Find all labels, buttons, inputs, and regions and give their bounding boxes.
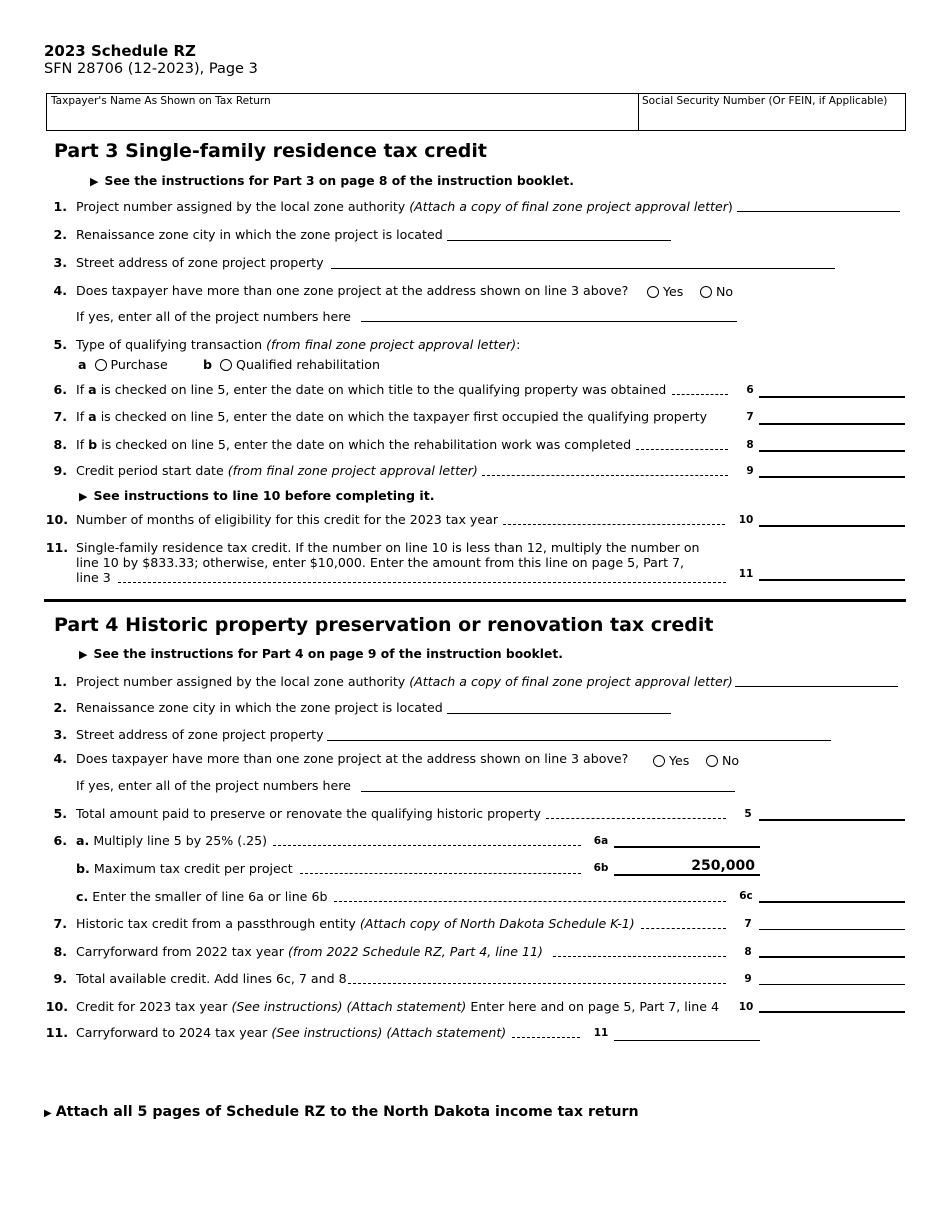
p3-line4-project-numbers-input[interactable] <box>361 321 737 322</box>
p3-line5a-label: Purchase <box>110 357 168 372</box>
p4-line3-input[interactable] <box>327 740 831 741</box>
leader-dots <box>641 928 726 929</box>
footer-note <box>44 1104 639 1120</box>
taxpayer-name-field[interactable] <box>47 94 639 130</box>
p3-line8-number: 8. <box>53 437 67 452</box>
radio-circle-icon <box>647 286 659 298</box>
p4-line5-number: 5. <box>53 806 67 821</box>
radio-circle-icon <box>653 755 665 767</box>
p4-line8-ref: 8 <box>744 946 752 958</box>
p4-line9-input[interactable] <box>759 984 905 985</box>
radio-circle-icon <box>700 286 712 298</box>
p4-line6a-label: a. Multiply line 5 by 25% (.25) <box>76 833 268 848</box>
p3-line4-yes-radio[interactable] <box>647 284 683 299</box>
p3-line3-number: 3. <box>53 255 67 270</box>
radio-circle-icon <box>95 359 107 371</box>
arrow-right-icon: ▶ <box>44 1108 52 1119</box>
p4-line2-label: Renaissance zone city in which the zone project is located <box>76 700 443 715</box>
p4-line4-label: Does taxpayer have more than one zone project at the address shown on line 3 above? <box>76 751 629 766</box>
leader-dots <box>672 394 728 395</box>
p3-line2-number: 2. <box>53 227 67 242</box>
p3-line5a-radio[interactable] <box>78 357 168 372</box>
p4-line5-label: Total amount paid to preserve or renovate the qualifying historic property <box>76 806 541 821</box>
p4-line6-number: 6. <box>53 833 67 848</box>
p3-line10-note <box>79 488 435 503</box>
p3-line11-label-1: Single-family residence tax credit. If the number on line 10 is less than 12, multiply the number on <box>76 540 700 555</box>
taxpayer-info-box <box>46 93 906 131</box>
p4-line10-number: 10. <box>45 999 68 1014</box>
p3-line7-number: 7. <box>53 409 67 424</box>
p3-line11-number: 11. <box>45 540 68 555</box>
ssn-field[interactable] <box>639 94 905 130</box>
p4-line8-label: Carryforward from 2022 tax year (from 2022 Schedule RZ, Part 4, line 11) <box>76 944 543 959</box>
p3-line10-input[interactable] <box>759 525 905 527</box>
p4-line11-input[interactable] <box>614 1040 760 1041</box>
p3-line5b-letter: b <box>203 357 213 372</box>
p4-line2-input[interactable] <box>447 713 671 714</box>
p4-line8-input[interactable] <box>759 956 905 958</box>
taxpayer-name-label: Taxpayer's Name As Shown on Tax Return <box>51 95 271 107</box>
p3-line6-number: 6. <box>53 382 67 397</box>
p3-line1-label: Project number assigned by the local zone authority (Attach a copy of final zone project approval letter) <box>76 199 733 214</box>
p4-line10-label: Credit for 2023 tax year (See instructions) (Attach statement) Enter here and on page 5, Part 7, line 4 <box>76 999 720 1014</box>
p4-line6b-value: 250,000 <box>691 858 755 874</box>
p4-line1-number: 1. <box>53 674 67 689</box>
footer-note-text: Attach all 5 pages of Schedule RZ to the North Dakota income tax return <box>55 1104 639 1120</box>
p3-line11-ref: 11 <box>738 568 754 580</box>
p4-line1-input[interactable] <box>735 686 898 687</box>
form-subtitle: SFN 28706 (12-2023), Page 3 <box>44 61 258 77</box>
leader-dots <box>503 524 725 525</box>
leader-dots <box>334 901 726 902</box>
p3-line11-label-2: line 10 by $833.33; otherwise, enter $10,000. Enter the amount from this line on page 5, Part 7, <box>76 555 685 570</box>
p3-line11-input[interactable] <box>759 579 905 581</box>
p3-line4-ifyes-label: If yes, enter all of the project numbers here <box>76 309 351 324</box>
p4-line4-yes-label: Yes <box>669 753 690 768</box>
p4-line4-yes-radio[interactable] <box>653 753 689 768</box>
p4-line9-label: Total available credit. Add lines 6c, 7 and 8 <box>76 971 347 986</box>
p3-line3-input[interactable] <box>331 268 835 269</box>
arrow-right-icon: ▶ <box>79 490 88 503</box>
part4-instruction-text: See the instructions for Part 4 on page 9 of the instruction booklet. <box>93 647 563 661</box>
leader-dots <box>300 873 581 874</box>
leader-dots <box>512 1037 580 1038</box>
p3-line1-number: 1. <box>53 199 67 214</box>
p3-line4-label: Does taxpayer have more than one zone project at the address shown on line 3 above? <box>76 283 629 298</box>
p4-line6a-input[interactable] <box>614 846 760 848</box>
p4-line11-ref: 11 <box>593 1027 609 1039</box>
p4-line6c-label: c. Enter the smaller of line 6a or line 6b <box>76 889 328 904</box>
p4-line9-number: 9. <box>53 971 67 986</box>
p4-line8-number: 8. <box>53 944 67 959</box>
p4-line9-ref: 9 <box>744 973 752 985</box>
radio-circle-icon <box>220 359 232 371</box>
arrow-right-icon: ▶ <box>90 175 99 188</box>
leader-dots <box>636 449 728 450</box>
p3-line10-number: 10. <box>45 512 68 527</box>
p4-line7-label: Historic tax credit from a passthrough entity (Attach copy of North Dakota Schedule K-1) <box>76 916 635 931</box>
leader-dots <box>553 956 726 957</box>
p4-line11-label: Carryforward to 2024 tax year (See instructions) (Attach statement) <box>76 1025 507 1040</box>
p4-line5-input[interactable] <box>759 819 905 821</box>
p3-line2-label: Renaissance zone city in which the zone project is located <box>76 227 443 242</box>
p4-line6c-input[interactable] <box>759 901 905 903</box>
p3-line6-input[interactable] <box>759 396 905 398</box>
p4-line7-input[interactable] <box>759 929 905 930</box>
p3-line4-yes-label: Yes <box>663 284 684 299</box>
p4-line3-number: 3. <box>53 727 67 742</box>
leader-dots <box>118 582 726 583</box>
p3-line9-input[interactable] <box>759 476 905 478</box>
p4-line10-input[interactable] <box>759 1011 905 1013</box>
p3-line6-label: If a is checked on line 5, enter the date on which title to the qualifying property was obtained <box>76 382 667 397</box>
p3-line11-label-3: line 3 <box>76 570 111 585</box>
p4-line5-ref: 5 <box>744 808 752 820</box>
p3-line6-ref: 6 <box>746 384 754 396</box>
p4-line6b-input <box>614 874 760 876</box>
part-separator <box>44 599 906 602</box>
p4-line10-ref: 10 <box>738 1001 754 1013</box>
p4-line6b-label: b. Maximum tax credit per project <box>76 861 293 876</box>
p3-line10-ref: 10 <box>738 514 754 526</box>
p3-line4-no-radio[interactable] <box>700 284 733 299</box>
leader-dots <box>273 845 581 846</box>
p3-line8-ref: 8 <box>746 439 754 451</box>
p3-line4-no-label: No <box>716 284 734 299</box>
p4-line7-ref: 7 <box>744 918 752 930</box>
p3-line5b-label: Qualified rehabilitation <box>236 357 380 372</box>
form-title: 2023 Schedule RZ <box>44 42 196 60</box>
p3-line8-label: If b is checked on line 5, enter the date on which the rehabilitation work was completed <box>76 437 632 452</box>
part3-instruction-text: See the instructions for Part 3 on page 8 of the instruction booklet. <box>104 174 574 188</box>
p3-line9-label: Credit period start date (from final zone project approval letter) <box>76 463 478 478</box>
p4-line6b-ref: 6b <box>593 862 609 874</box>
p3-line9-number: 9. <box>53 463 67 478</box>
ssn-label: Social Security Number (Or FEIN, if Applicable) <box>642 95 888 107</box>
p4-line1-label: Project number assigned by the local zone authority (Attach a copy of final zone project approval letter) <box>76 674 733 689</box>
p3-line10-label: Number of months of eligibility for this credit for the 2023 tax year <box>76 512 499 527</box>
p4-line3-label: Street address of zone project property <box>76 727 324 742</box>
p3-line5-number: 5. <box>53 337 67 352</box>
p4-line2-number: 2. <box>53 700 67 715</box>
p3-line2-input[interactable] <box>447 240 671 241</box>
leader-dots <box>348 983 726 984</box>
arrow-right-icon: ▶ <box>79 648 88 661</box>
p3-line7-input[interactable] <box>759 423 905 425</box>
p3-line5a-letter: a <box>78 357 87 372</box>
p3-line4-number: 4. <box>53 283 67 298</box>
p4-line7-number: 7. <box>53 916 67 931</box>
p3-line9-ref: 9 <box>746 465 754 477</box>
p4-line4-number: 4. <box>53 751 67 766</box>
p3-line3-label: Street address of zone project property <box>76 255 324 270</box>
part4-heading: Part 4 Historic property preservation or renovation tax credit <box>54 614 714 636</box>
p4-line4-no-label: No <box>722 753 740 768</box>
p4-line6a-ref: 6a <box>593 835 609 847</box>
p4-line4-project-numbers-input[interactable] <box>361 791 735 792</box>
p4-line4-no-radio[interactable] <box>706 753 739 768</box>
part4-instruction <box>79 647 563 661</box>
p4-line11-number: 11. <box>45 1025 68 1040</box>
part3-instruction <box>90 174 574 188</box>
p3-line8-input[interactable] <box>759 450 905 452</box>
p3-line5b-radio[interactable] <box>203 357 380 372</box>
leader-dots <box>482 475 728 476</box>
radio-circle-icon <box>706 755 718 767</box>
leader-dots <box>546 818 726 819</box>
p3-line7-label: If a is checked on line 5, enter the date on which the taxpayer first occupied the qualifying property <box>76 409 708 424</box>
p3-line1-input[interactable] <box>737 211 900 212</box>
part3-heading: Part 3 Single-family residence tax credit <box>54 140 488 162</box>
p4-line6c-ref: 6c <box>739 890 753 902</box>
p3-line10-note-text: See instructions to line 10 before completing it. <box>93 488 435 503</box>
p3-line7-ref: 7 <box>746 411 754 423</box>
p4-line4-ifyes-label: If yes, enter all of the project numbers here <box>76 778 351 793</box>
p3-line5-label: Type of qualifying transaction (from final zone project approval letter): <box>76 337 521 352</box>
